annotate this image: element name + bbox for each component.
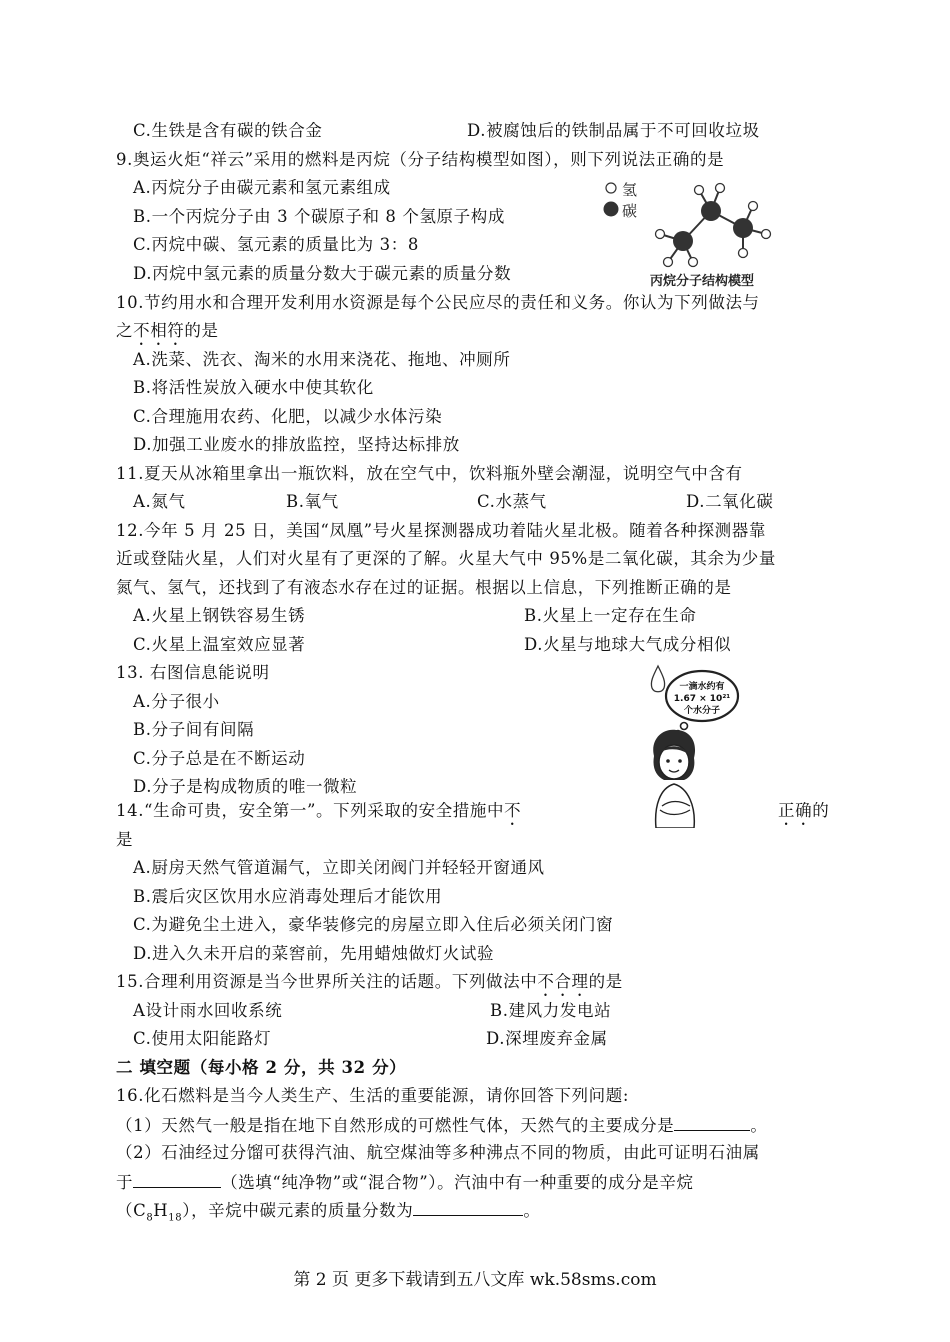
option-line: B.震后灾区饮用水应消毒处理后才能饮用 (133, 887, 443, 906)
bubble-line-2: 1.67 × 10²¹ (673, 694, 731, 704)
carbon-atoms (673, 201, 753, 251)
option-line: C.合理施用农药、化肥，以减少水体污染 (133, 407, 443, 426)
emphasis-text: 不相符 (133, 321, 185, 340)
option-line: D.进入久未开启的菜窖前，先用蜡烛做灯火试验 (133, 944, 495, 963)
option-line: D.分子是构成物质的唯一微粒 (133, 777, 358, 796)
question-11: 11.夏天从冰箱里拿出一瓶饮料，放在空气中，饮料瓶外壁会潮湿，说明空气中含有 (116, 464, 743, 483)
option-line: B.将活性炭放入硬水中使其软化 (133, 378, 374, 397)
option-line: D.深埋废弃金属 (486, 1029, 608, 1048)
question-13: 13. 右图信息能说明 (116, 663, 270, 682)
question-16-part-2-cont: 于 （选填“纯净物”或“混合物”）。汽油中有一种重要的成分是辛烷 (116, 1173, 694, 1192)
propane-model-figure (598, 176, 808, 291)
answer-blank[interactable] (133, 1171, 221, 1188)
answer-blank[interactable] (413, 1199, 523, 1216)
answer-blank[interactable] (674, 1114, 750, 1131)
water-drop-icon (651, 666, 664, 692)
question-15: 15.合理利用资源是当今世界所关注的话题。下列做法中不合理的是 (116, 972, 623, 991)
option-line: D.火星与地球大气成分相似 (524, 635, 732, 654)
option-line: A.氮气 (133, 492, 186, 511)
section-heading: 二 填空题（每小格 2 分，共 32 分） (116, 1058, 407, 1077)
option-line: B.分子间有间隔 (133, 720, 255, 739)
propane-caption: 丙烷分子结构模型 (650, 274, 755, 289)
question-12-cont: 氮气、氢气，还找到了有液态水存在过的证据。根据以上信息，下列推断正确的是 (116, 578, 732, 597)
option-line: C.水蒸气 (477, 492, 547, 511)
option-line: C.分子总是在不断运动 (133, 749, 306, 768)
bubble-line-1: 一滴水约有 (679, 682, 725, 692)
question-16-part-2: （2）石油经过分馏可获得汽油、航空煤油等多种沸点不同的物质，由此可证明石油属 (116, 1143, 760, 1162)
question-16-part-2-cont: $(C_8H_{18})$，辛烷中碳元素的质量分数为 。 (116, 1201, 541, 1224)
option-line: B.一个丙烷分子由 3 个碳原子和 8 个氢原子构成 (133, 207, 505, 226)
page-footer: 第 2 页 更多下载请到五八文库 wk.58sms.com (293, 1270, 657, 1290)
option-line: D.被腐蚀后的铁制品属于不可回收垃圾 (467, 121, 760, 140)
question-12-cont: 近或登陆火星，人们对火星有了更深的了解。火星大气中 95%是二氧化碳，其余为少量 (116, 549, 776, 568)
option-line: C.生铁是含有碳的铁合金 (133, 121, 323, 140)
question-14-cont: 是 (116, 830, 134, 849)
legend-carbon-label: 碳 (622, 202, 638, 220)
option-line: A.洗菜、洗衣、淘米的水用来浇花、拖地、冲厕所 (133, 350, 511, 369)
option-line: D.加强工业废水的排放监控，坚持达标排放 (133, 435, 460, 454)
option-line: A.分子很小 (133, 692, 220, 711)
question-16: 16.化石燃料是当今人类生产、生活的重要能源，请你回答下列问题: (116, 1086, 629, 1105)
option-line: A.丙烷分子由碳元素和氢元素组成 (133, 178, 391, 197)
option-line: B.火星上一定存在生命 (524, 606, 697, 625)
emphasis-text: 正确 (778, 801, 813, 820)
option-line: D.二氧化碳 (686, 492, 774, 511)
option-line: C.使用太阳能路灯 (133, 1029, 272, 1048)
option-line: B.建风力发电站 (490, 1001, 612, 1020)
emphasis-text: 不 (504, 801, 522, 820)
option-line: A.厨房天然气管道漏气，立即关闭阀门并轻轻开窗通风 (133, 858, 545, 877)
question-9: 9.奥运火炬“祥云”采用的燃料是丙烷（分子结构模型如图），则下列说法正确的是 (116, 150, 725, 169)
option-line: C.为避免尘土进入，豪华装修完的房屋立即入住后必须关闭门窗 (133, 915, 614, 934)
option-line: A.火星上钢铁容易生锈 (133, 606, 306, 625)
question-16-part-1: （1）天然气一般是指在地下自然形成的可燃性气体，天然气的主要成分是 。 (116, 1116, 768, 1135)
carbon-legend-icon (604, 202, 619, 217)
option-line: C.火星上温室效应显著 (133, 635, 306, 654)
legend-hydrogen-label: 氢 (622, 181, 638, 199)
emphasis-text: 不合理 (537, 972, 589, 991)
option-line: C.丙烷中碳、氢元素的质量比为 3：8 (133, 235, 419, 254)
question-10-cont: 之不相符的是 (116, 321, 219, 340)
hydrogen-legend-icon (606, 183, 616, 193)
question-14: 14.“生命可贵，安全第一”。下列采取的安全措施中不 正确的 (116, 801, 830, 820)
question-10: 10.节约用水和合理开发利用水资源是每个公民应尽的责任和义务。你认为下列做法与 (116, 293, 760, 312)
option-line: D.丙烷中氢元素的质量分数大于碳元素的质量分数 (133, 264, 512, 283)
bubble-line-3: 个水分子 (683, 706, 721, 716)
option-line: A设计雨水回收系统 (133, 1001, 283, 1020)
question-12: 12.今年 5 月 25 日，美国“凤凰”号火星探测器成功着陆火星北极。随着各种探测器靠 (116, 521, 766, 540)
option-line: B.氧气 (286, 492, 339, 511)
